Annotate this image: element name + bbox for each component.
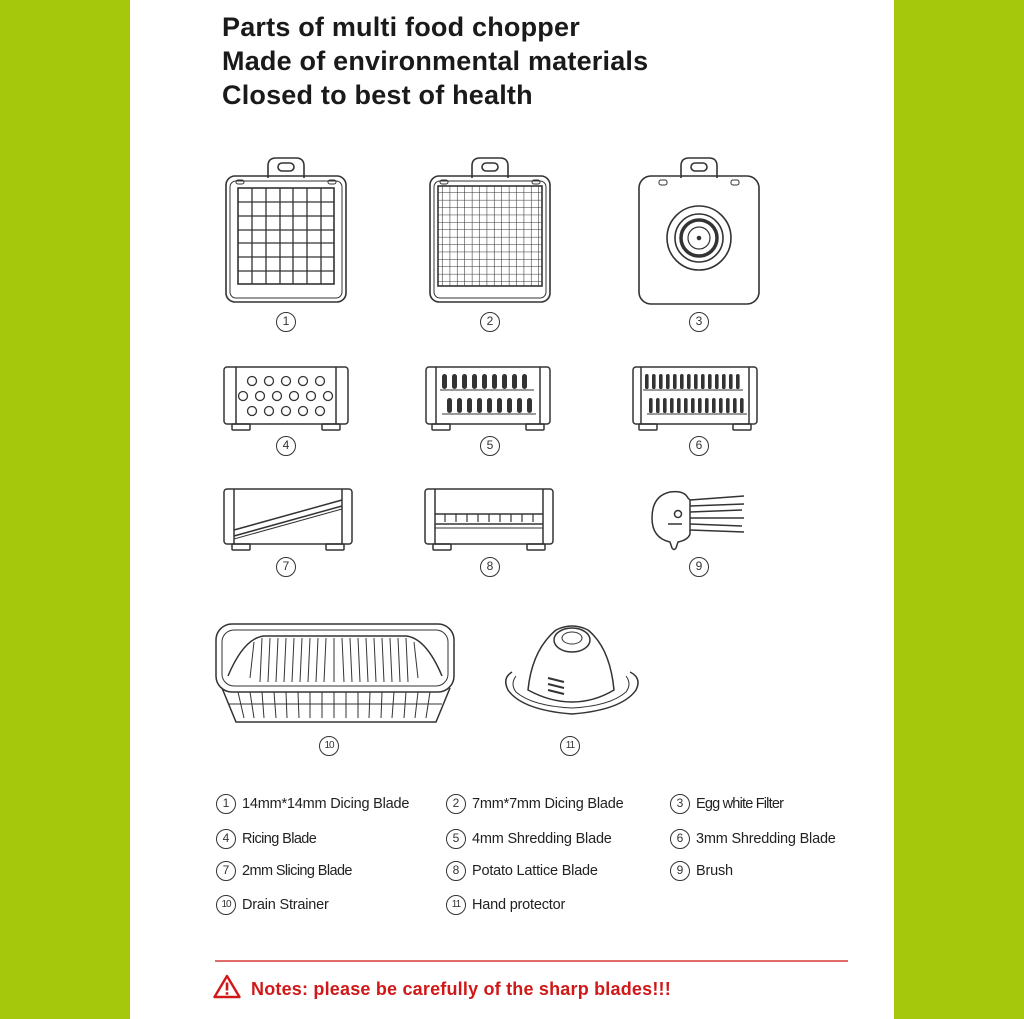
part-10-drain-strainer-illustration [214, 618, 456, 728]
warning-icon [213, 974, 241, 1004]
legend-label: Brush [696, 863, 733, 879]
legend-number: 4 [216, 829, 236, 849]
legend-item [446, 793, 624, 815]
legend-label: 3mm Shredding Blade [696, 831, 836, 847]
legend-item [446, 894, 565, 916]
legend-item [216, 860, 352, 882]
legend-item [216, 793, 409, 815]
legend-label: Drain Strainer [242, 897, 329, 913]
part-5-marker: 5 [480, 436, 500, 456]
part-1-marker: 1 [276, 312, 296, 332]
legend-label: Ricing Blade [242, 831, 317, 847]
part-5-shredding-blade-4mm-illustration [424, 364, 552, 434]
part-8-potato-lattice-blade-illustration [423, 486, 555, 552]
part-11-hand-protector-illustration [498, 620, 644, 720]
part-2-dicing-blade-7mm-illustration [428, 156, 552, 304]
part-4-ricing-blade-illustration [222, 364, 350, 434]
warning-note [213, 974, 671, 1004]
legend-number: 8 [446, 861, 466, 881]
legend-number: 9 [670, 861, 690, 881]
legend-label: 7mm*7mm Dicing Blade [472, 796, 624, 812]
legend-number: 6 [670, 829, 690, 849]
part-3-marker: 3 [689, 312, 709, 332]
legend-item [670, 828, 836, 850]
legend-number: 7 [216, 861, 236, 881]
part-7-marker: 7 [276, 557, 296, 577]
part-9-marker: 9 [689, 557, 709, 577]
legend-item [670, 860, 733, 882]
legend-number: 1 [216, 794, 236, 814]
legend-number: 11 [446, 895, 466, 915]
legend-label: 14mm*14mm Dicing Blade [242, 796, 410, 812]
legend-number: 10 [216, 895, 236, 915]
headline [222, 10, 648, 112]
headline-line-1: Parts of multi food chopper [222, 12, 580, 42]
divider [215, 960, 848, 962]
warning-text: Notes: please be carefully of the sharp blades!!! [251, 978, 671, 999]
legend-item [670, 793, 783, 815]
legend-number: 2 [446, 794, 466, 814]
legend-item [216, 894, 329, 916]
part-3-egg-white-filter-illustration [637, 156, 761, 306]
legend-label: 4mm Shredding Blade [472, 831, 612, 847]
part-11-marker: 11 [560, 736, 580, 756]
part-4-marker: 4 [276, 436, 296, 456]
part-6-marker: 6 [689, 436, 709, 456]
part-1-dicing-blade-14mm-illustration [224, 156, 348, 304]
headline-line-3: Closed to best of health [222, 80, 533, 110]
part-9-brush-illustration [648, 488, 748, 554]
part-7-slicing-blade-illustration [222, 486, 354, 552]
part-8-marker: 8 [480, 557, 500, 577]
legend-item [216, 828, 316, 850]
part-2-marker: 2 [480, 312, 500, 332]
legend-item [446, 828, 612, 850]
legend-number: 3 [670, 794, 690, 814]
part-10-marker: 10 [319, 736, 339, 756]
legend-item [446, 860, 598, 882]
legend-number: 5 [446, 829, 466, 849]
part-6-shredding-blade-3mm-illustration [631, 364, 759, 434]
legend-label: 2mm Slicing Blade [242, 863, 352, 879]
headline-line-2: Made of environmental materials [222, 46, 649, 76]
legend-label: Hand protector [472, 897, 566, 913]
legend-label: Potato Lattice Blade [472, 863, 598, 879]
legend-label: Egg white Filter [696, 796, 784, 812]
